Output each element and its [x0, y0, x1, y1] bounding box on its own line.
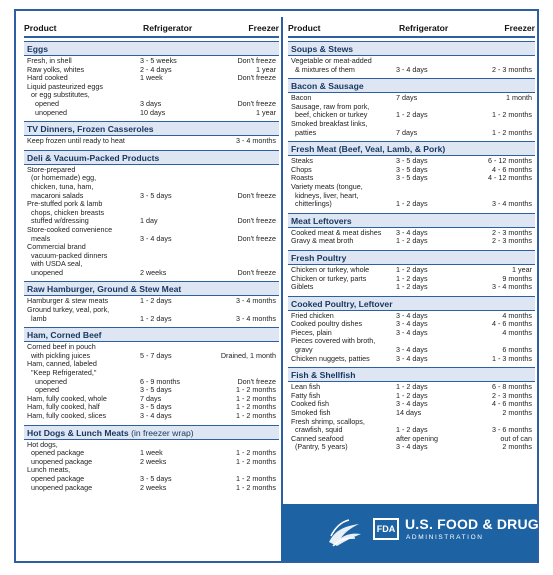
refrigerator-cell: 3 - 5 days	[396, 156, 428, 166]
product-cell: stuffed w/dressing	[27, 216, 89, 226]
product-cell: Store-cooked convenience	[27, 224, 113, 234]
refrigerator-cell: 6 - 9 months	[140, 376, 180, 386]
freezer-cell: 1 year	[256, 107, 276, 117]
product-cell: opened package	[27, 448, 85, 458]
product-cell: chops, chicken breasts	[27, 207, 105, 217]
product-cell: Ham, fully cooked, slices	[27, 411, 107, 420]
refrigerator-cell	[140, 360, 214, 369]
table-row	[288, 129, 535, 138]
section-body	[288, 265, 535, 293]
freezer-cell: 1 - 2 months	[236, 393, 276, 403]
product-cell: Hot dogs,	[27, 439, 58, 449]
fda-agency-name: U.S. FOOD & DRUG	[405, 516, 539, 532]
product-cell: Cooked fish	[291, 399, 329, 409]
freezer-cell: Don't freeze	[237, 73, 276, 83]
section-title	[288, 367, 535, 382]
section-title	[288, 41, 535, 56]
product-cell: unopened package	[27, 482, 93, 492]
product-cell: Commercial brand	[27, 242, 86, 252]
section-title	[288, 250, 535, 265]
section-title-text: TV Dinners, Frozen Casseroles	[27, 124, 154, 135]
refrigerator-cell	[140, 200, 214, 209]
product-cell: unopened package	[27, 456, 93, 466]
freezer-cell: 6 - 8 months	[492, 382, 532, 392]
section-body	[288, 228, 535, 247]
section-body	[24, 440, 279, 494]
product-cell: (Pantry, 5 years)	[291, 442, 348, 452]
refrigerator-cell: 3 - 5 days	[140, 385, 172, 395]
refrigerator-cell: 3 - 4 days	[396, 399, 428, 409]
freezer-cell: 1 - 2 months	[492, 127, 532, 137]
refrigerator-cell: 1 - 2 days	[396, 199, 428, 209]
product-cell: Pieces covered with broth,	[291, 336, 376, 346]
freezer-cell: 4 - 12 months	[488, 173, 532, 183]
refrigerator-cell: 3 - 4 days	[396, 353, 428, 363]
section-body	[24, 136, 279, 147]
refrigerator-cell	[140, 174, 214, 183]
product-cell: unopened	[27, 107, 67, 117]
freezer-cell	[214, 252, 276, 261]
freezer-cell: 2 - 3 months	[492, 227, 532, 237]
table-row	[24, 412, 279, 421]
table-row	[24, 109, 279, 118]
freezer-cell: 3 - 6 months	[492, 425, 532, 435]
hhs-eagle-icon	[325, 516, 365, 550]
freezer-cell: 4 months	[502, 327, 532, 337]
freezer-cell: 2 - 3 months	[492, 390, 532, 400]
refrigerator-cell: 1 - 2 days	[396, 236, 428, 246]
freezer-cell: 9 months	[502, 273, 532, 283]
product-cell: Hard cooked	[27, 73, 68, 83]
product-cell: Lean fish	[291, 382, 321, 392]
product-cell: meals	[27, 233, 51, 243]
freezer-cell: 6 months	[502, 345, 532, 355]
refrigerator-cell: 2 weeks	[140, 482, 167, 492]
table-row	[24, 484, 279, 493]
freezer-cell: 1 - 2 months	[236, 456, 276, 466]
product-cell: Fresh shrimp, scallops,	[291, 416, 365, 426]
table-row	[288, 66, 535, 75]
column-header	[288, 19, 535, 38]
section-title	[24, 327, 279, 342]
refrigerator-cell: 10 days	[140, 107, 166, 117]
section-title	[288, 78, 535, 93]
refrigerator-cell: 3 - 4 days	[396, 310, 428, 320]
column-divider	[281, 17, 283, 551]
product-cell: unopened	[27, 376, 67, 386]
freezer-cell: 2 - 3 months	[492, 64, 532, 74]
freezer-cell: 1 - 2 months	[236, 411, 276, 420]
product-cell: Hamburger & stew meats	[27, 296, 109, 306]
refrigerator-cell: 1 - 2 days	[396, 390, 428, 400]
fda-logo-box: FDA	[373, 518, 399, 540]
table-row	[288, 283, 535, 292]
freezer-cell: 1 year	[512, 264, 532, 274]
chart-frame	[14, 9, 539, 563]
product-cell: Ham, canned, labeled	[27, 359, 97, 369]
refrigerator-cell: 1 - 2 days	[396, 282, 428, 292]
refrigerator-cell	[140, 137, 214, 146]
section-title	[288, 213, 535, 228]
section-subtitle: (in freezer wrap)	[131, 427, 194, 438]
product-cell: opened	[27, 98, 59, 108]
refrigerator-cell: 3 - 5 days	[396, 164, 428, 174]
refrigerator-cell: 5 - 7 days	[140, 350, 172, 360]
product-cell: Sausage, raw from pork,	[291, 101, 370, 111]
refrigerator-cell: 1 day	[140, 216, 158, 226]
freezer-cell: 1 - 2 months	[236, 448, 276, 458]
freezer-cell: 1 month	[506, 93, 532, 103]
product-cell: Liquid pasteurized eggs	[27, 81, 103, 91]
product-cell: Pieces, plain	[291, 327, 332, 337]
section-body	[24, 342, 279, 421]
refrigerator-cell: 7 days	[140, 393, 162, 403]
section-title	[24, 150, 279, 165]
product-cell: Fresh, in shell	[27, 56, 72, 65]
fda-administration-label: ADMINISTRATION	[406, 534, 484, 541]
refrigerator-cell: 3 - 4 days	[140, 411, 172, 420]
section-body	[24, 296, 279, 324]
freezer-cell: 4 - 6 months	[492, 164, 532, 174]
freezer-cell: 4 - 6 months	[492, 399, 532, 409]
section-title-text: Deli & Vacuum-Packed Products	[27, 152, 160, 163]
product-cell: Giblets	[291, 282, 314, 292]
freezer-cell: Don't freeze	[237, 56, 276, 65]
freezer-cell: Don't freeze	[237, 233, 276, 243]
product-cell: lamb	[27, 313, 47, 323]
table-row	[24, 269, 279, 278]
freezer-cell: 2 months	[502, 408, 532, 418]
product-cell: Variety meats (tongue,	[291, 181, 363, 191]
freezer-cell: 3 - 4 months	[492, 282, 532, 292]
freezer-cell: 1 - 2 months	[492, 110, 532, 120]
refrigerator-cell: 1 - 2 days	[396, 264, 428, 274]
freezer-cell: Don't freeze	[237, 267, 276, 277]
product-cell: Raw yolks, whites	[27, 64, 85, 74]
freezer-cell	[470, 183, 532, 192]
product-cell: Fatty fish	[291, 390, 321, 400]
freezer-cell: 1 - 2 months	[236, 402, 276, 412]
product-cell: Keep frozen until ready to heat	[27, 136, 125, 146]
table-row	[288, 237, 535, 246]
refrigerator-cell: 1 - 2 days	[140, 313, 172, 323]
freezer-cell: 3 - 4 months	[236, 313, 276, 323]
column-header	[24, 19, 279, 38]
section-title	[24, 281, 279, 296]
refrigerator-cell: 3 - 4 days	[396, 345, 428, 355]
refrigerator-cell: 3 - 5 weeks	[140, 56, 177, 65]
left-column	[24, 19, 279, 493]
section-body	[24, 56, 279, 118]
section-title	[288, 296, 535, 311]
product-cell: & mixtures of them	[291, 64, 355, 74]
refrigerator-cell: 3 - 4 days	[396, 327, 428, 337]
product-cell: Fried chicken	[291, 310, 334, 320]
right-sections	[288, 41, 535, 453]
header-product: Product	[288, 23, 321, 33]
product-cell: with pickling juices	[27, 350, 91, 360]
freezer-cell: Don't freeze	[237, 216, 276, 226]
table-row	[288, 200, 535, 209]
refrigerator-cell: 1 week	[140, 448, 163, 458]
freezer-cell: 1 - 2 months	[236, 473, 276, 483]
refrigerator-cell	[396, 183, 470, 192]
product-cell: Chicken nuggets, patties	[291, 353, 370, 363]
section-title	[24, 425, 279, 440]
freezer-cell: Drained, 1 month	[220, 350, 276, 360]
freezer-cell	[214, 243, 276, 252]
section-title	[288, 141, 535, 156]
table-row	[288, 443, 535, 452]
section-title-text: Fresh Poultry	[291, 252, 347, 263]
refrigerator-cell: 3 - 4 days	[140, 233, 172, 243]
product-cell: Bacon	[291, 93, 312, 103]
product-cell: kidneys, liver, heart,	[291, 190, 359, 200]
section-title-text: Bacon & Sausage	[291, 81, 364, 92]
freezer-cell: 6 - 12 months	[488, 156, 532, 166]
fda-banner	[281, 504, 537, 561]
product-cell: Chicken or turkey, whole	[291, 264, 370, 274]
section-body	[288, 93, 535, 138]
freezer-cell: 1 - 2 months	[236, 385, 276, 395]
table-row	[288, 355, 535, 364]
product-cell: with USDA seal,	[27, 259, 83, 269]
section-title-text: Soups & Stews	[291, 44, 354, 54]
refrigerator-cell: 7 days	[396, 93, 418, 103]
freezer-cell: 2 - 3 months	[492, 236, 532, 246]
section-title	[24, 41, 279, 56]
product-cell: Ham, fully cooked, whole	[27, 393, 107, 403]
product-cell: (or homemade) egg,	[27, 173, 97, 183]
freezer-cell	[214, 200, 276, 209]
product-cell: Ham, fully cooked, half	[27, 402, 100, 412]
refrigerator-cell: 2 weeks	[140, 456, 167, 466]
product-cell: Roasts	[291, 173, 314, 183]
section-title-text: Fresh Meat (Beef, Veal, Lamb, & Pork)	[291, 144, 446, 155]
refrigerator-cell	[140, 252, 214, 261]
freezer-cell: out of can	[500, 433, 532, 443]
refrigerator-cell: 1 - 2 days	[396, 425, 428, 435]
freezer-cell	[214, 174, 276, 183]
section-title	[24, 121, 279, 136]
section-title-text: Eggs	[27, 44, 49, 54]
section-title-text: Hot Dogs & Lunch Meats	[27, 427, 129, 438]
refrigerator-cell: 1 - 2 days	[140, 296, 172, 306]
product-cell: Chops	[291, 164, 312, 174]
freezer-cell: 3 - 4 months	[492, 199, 532, 209]
product-cell: unopened	[27, 267, 63, 277]
product-cell: patties	[291, 127, 317, 137]
freezer-cell: 3 - 4 months	[236, 296, 276, 306]
product-cell: Smoked fish	[291, 408, 331, 418]
header-freezer: Freezer	[504, 23, 535, 33]
section-title-text: Raw Hamburger, Ground & Stew Meat	[27, 284, 182, 295]
header-refrigerator: Refrigerator	[143, 23, 193, 33]
freezer-cell: 1 - 2 months	[236, 482, 276, 492]
freezer-cell: Don't freeze	[237, 190, 276, 200]
section-title-text: Fish & Shellfish	[291, 370, 356, 381]
refrigerator-cell	[140, 243, 214, 252]
product-cell: Steaks	[291, 156, 313, 166]
product-cell: chicken, tuna, ham,	[27, 181, 94, 191]
freezer-cell: Don't freeze	[237, 376, 276, 386]
refrigerator-cell: 3 - 4 days	[396, 319, 428, 329]
product-cell: gravy	[291, 345, 313, 355]
left-sections	[24, 41, 279, 493]
freezer-cell	[214, 83, 276, 92]
product-cell: Chicken or turkey, parts	[291, 273, 367, 283]
freezer-cell: 2 months	[502, 442, 532, 452]
product-cell: opened	[27, 385, 59, 395]
product-cell: crawfish, squid	[291, 425, 343, 435]
product-cell: Gravy & meat broth	[291, 236, 354, 246]
section-body	[288, 311, 535, 365]
refrigerator-cell	[140, 166, 214, 175]
freezer-cell	[214, 360, 276, 369]
refrigerator-cell: 1 week	[140, 73, 163, 83]
freezer-cell: 4 months	[502, 310, 532, 320]
refrigerator-cell: after opening	[396, 433, 438, 443]
refrigerator-cell: 3 - 4 days	[396, 442, 428, 452]
section-title-text: Cooked Poultry, Leftover	[291, 298, 393, 309]
refrigerator-cell: 3 - 5 days	[140, 190, 172, 200]
section-title-text: Meat Leftovers	[291, 215, 352, 226]
product-cell: Cooked poultry dishes	[291, 319, 363, 329]
refrigerator-cell: 3 - 5 days	[140, 402, 172, 412]
refrigerator-cell: 3 days	[140, 98, 162, 108]
product-cell: Smoked breakfast links,	[291, 118, 368, 128]
refrigerator-cell: 2 - 4 days	[140, 64, 172, 74]
freezer-cell: Don't freeze	[237, 98, 276, 108]
refrigerator-cell: 3 - 5 days	[396, 173, 428, 183]
freezer-cell	[214, 166, 276, 175]
refrigerator-cell: 2 weeks	[140, 267, 167, 277]
section-body	[288, 382, 535, 453]
section-body	[24, 165, 279, 279]
freezer-cell: 1 year	[256, 64, 276, 74]
header-freezer: Freezer	[248, 23, 279, 33]
section-title-text: Ham, Corned Beef	[27, 330, 102, 341]
product-cell: Store-prepared	[27, 164, 76, 174]
product-cell: macaroni salads	[27, 190, 84, 200]
product-cell: or egg substitutes,	[27, 90, 90, 100]
refrigerator-cell	[140, 83, 214, 92]
refrigerator-cell: 14 days	[396, 408, 422, 418]
product-cell: "Keep Refrigerated,"	[27, 368, 97, 378]
product-cell: Pre-stuffed pork & lamb	[27, 199, 103, 209]
product-cell: Cooked meat & meat dishes	[291, 227, 382, 237]
product-cell: chitterlings)	[291, 199, 332, 209]
table-row	[24, 315, 279, 324]
product-cell: opened package	[27, 473, 85, 483]
table-row	[24, 137, 279, 146]
product-cell: Vegetable or meat-added	[291, 56, 372, 65]
product-cell: Canned seafood	[291, 433, 344, 443]
product-cell: Corned beef in pouch	[27, 342, 96, 352]
refrigerator-cell: 3 - 4 days	[396, 64, 428, 74]
freezer-cell: 3 - 4 months	[236, 136, 276, 146]
refrigerator-cell: 1 - 2 days	[396, 273, 428, 283]
freezer-cell: 1 - 3 months	[492, 353, 532, 363]
refrigerator-cell: 1 - 2 days	[396, 382, 428, 392]
header-product: Product	[24, 23, 57, 33]
refrigerator-cell: 3 - 5 days	[140, 473, 172, 483]
header-refrigerator: Refrigerator	[399, 23, 449, 33]
refrigerator-cell: 3 - 4 days	[396, 227, 428, 237]
product-cell: Lunch meats,	[27, 465, 71, 475]
section-body	[288, 56, 535, 75]
product-cell: vacuum-packed dinners	[27, 250, 108, 260]
freezer-cell: 4 - 6 months	[492, 319, 532, 329]
right-column	[288, 19, 535, 453]
product-cell: Ground turkey, veal, pork,	[27, 305, 110, 315]
refrigerator-cell: 7 days	[396, 127, 418, 137]
section-body	[288, 156, 535, 210]
product-cell: beef, chicken or turkey	[291, 110, 368, 120]
refrigerator-cell: 1 - 2 days	[396, 110, 428, 120]
